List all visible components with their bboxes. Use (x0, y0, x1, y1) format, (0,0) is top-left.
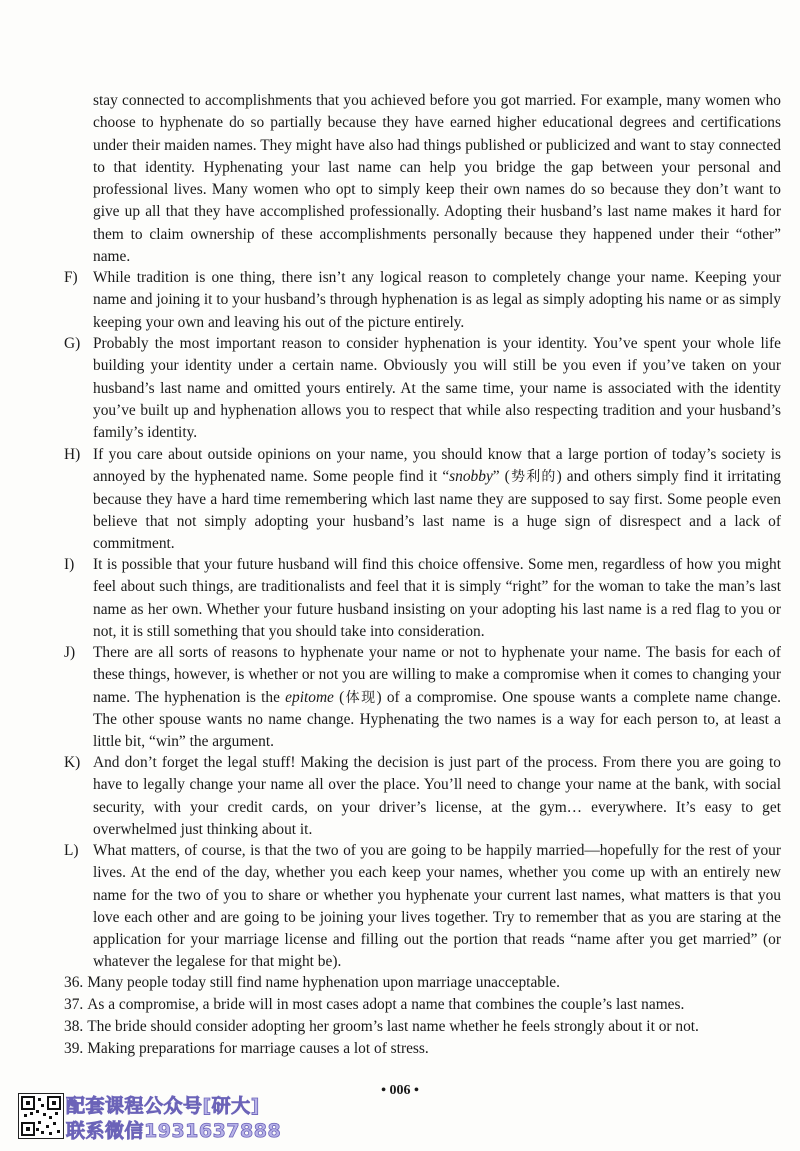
paragraph-text: Probably the most important reason to consider hyphenation is your identity. You’ve spent your whole life building your identity under a certain name. Obviously you will still be you even if you’ve taken on your husband’s last name and omitted yours entirely. At the same time, your name is associated with the identity you’ve built up and hyphenation allows you to respect that while also respecting tradition and your husband’s family’s identity. (93, 335, 781, 442)
italic-term: epitome (285, 688, 334, 706)
paragraph-letter: L) (64, 842, 79, 859)
question-text: As a compromise, a bride will in most cases adopt a name that combines the couple’s last names. (87, 996, 685, 1013)
question-37 (64, 994, 781, 1016)
paragraph-letter: I) (64, 556, 75, 573)
paragraph-letter: F) (64, 269, 78, 286)
text-run: ( (333, 688, 345, 706)
chinese-gloss: 体现 (344, 689, 377, 706)
italic-term: snobby (449, 468, 493, 486)
question-36 (64, 972, 781, 994)
paragraph-text: While tradition is one thing, there isn’t any logical reason to completely change your name. Keeping your name and joining it to your husband’s through hyphenation is as legal as simply adopting his name or as simply keeping your own and leaving his out of the picture entirely. (93, 269, 781, 331)
question-39 (64, 1038, 781, 1060)
paragraph-letter: H) (64, 446, 81, 463)
paragraph-letter: G) (64, 335, 81, 352)
text-run: ) and others simply find it irritating because they have a hard time remembering which last name they are supposed to say first. Some people even believe that not simply adopting your husband’s last name is a huge sign of disrespect and a lack of commitment. (93, 468, 781, 553)
question-text: The bride should consider adopting her groom’s last name whether he feels strongly about it or not. (87, 1018, 699, 1035)
paragraph-g (64, 333, 781, 444)
paragraph-text (93, 444, 781, 555)
question-number: 38. (64, 1018, 84, 1035)
question-number: 39. (64, 1040, 84, 1057)
page-number: • 006 • (381, 1083, 419, 1098)
question-38 (64, 1016, 781, 1038)
text-run: ) of a compromise. One spouse wants a complete name change. The other spouse wants no name change. Hyphenating the two names is a way for each person to, at least a little bit, “win” the argument. (93, 688, 782, 751)
question-text: Making preparations for marriage causes a lot of stress. (87, 1040, 429, 1057)
watermark-line-1: 配套课程公众号[研大] (66, 1095, 260, 1117)
paragraph-i (64, 554, 781, 643)
question-number: 36. (64, 974, 84, 991)
paragraph-f (64, 267, 781, 334)
paragraph-k (64, 752, 781, 841)
question-number: 37. (64, 996, 84, 1013)
paragraph-h (64, 444, 781, 555)
paragraph-e-continuation: stay connected to accomplishments that you achieved before you got married. For example, many women who choose to hyphenate do so partially because they have earned higher educational degrees and certifications under their maiden names. They might have also had things published or publicized and want to stay connected to that identity. Hyphenating your last name can help you bridge the gap between your personal and professional lives. Many women who opt to simply keep their own names do so because they don’t want to give up all that they have accomplished professionally. Adopting their husband’s last name makes it hard for them to claim ownership of these accomplishments personally because they happened under their “other” name. (93, 92, 781, 266)
text-run: If you care about outside opinions on your name, you should know that a large portion of today’s society is annoyed by the hyphenated name. Some people find it “ (93, 446, 781, 486)
paragraph-text: What matters, of course, is that the two of you are going to be happily married—hopefully for the rest of your lives. At the end of the day, whether you each keep your names, whether you come up with an entirely new name for the two of you to share or whether you hyphenate your current last names, what matters is that you love each other and are going to be joining your lives together. Try to remember that as you are staring at the application for your marriage license and filling out the portion that reads “name after you get married” (or whatever the legalese for that might be). (93, 842, 781, 971)
paragraph-text: And don’t forget the legal stuff! Making the decision is just part of the process. From there you are going to have to legally change your name all over the place. You’ll need to change your name at the bank, with social security, with your credit cards, on your driver’s license, at the gym… everywhere. It’s easy to get overwhelmed just thinking about it. (93, 754, 781, 838)
chinese-gloss: 势利的 (509, 469, 557, 486)
paragraph-text (93, 642, 781, 753)
qr-code-icon (18, 1093, 64, 1139)
text-run: ” ( (492, 468, 510, 486)
watermark-line-2: 联系微信1931637888 (66, 1120, 282, 1142)
text-run: There are all sorts of reasons to hyphenate your name or not to hyphenate your name. The basis for each of these things, however, is whether or not you are willing to make a compromise when it comes to changing your name. The hyphenation is the (93, 644, 781, 706)
question-text: Many people today still find name hyphenation upon marriage unacceptable. (87, 974, 560, 991)
paragraph-letter: K) (64, 754, 81, 771)
paragraph-letter: J) (64, 644, 76, 661)
paragraph-j (64, 642, 781, 753)
paragraph-text: It is possible that your future husband will find this choice offensive. Some men, regardless of how you might feel about such things, are traditionalists and feel that it is simply “right” for the woman to take the man’s last name as her own. Whether your future husband insisting on your adopting his last name is a red flag to you or not, it is still something that you should take into consideration. (93, 556, 781, 640)
paragraph-l (64, 840, 781, 974)
